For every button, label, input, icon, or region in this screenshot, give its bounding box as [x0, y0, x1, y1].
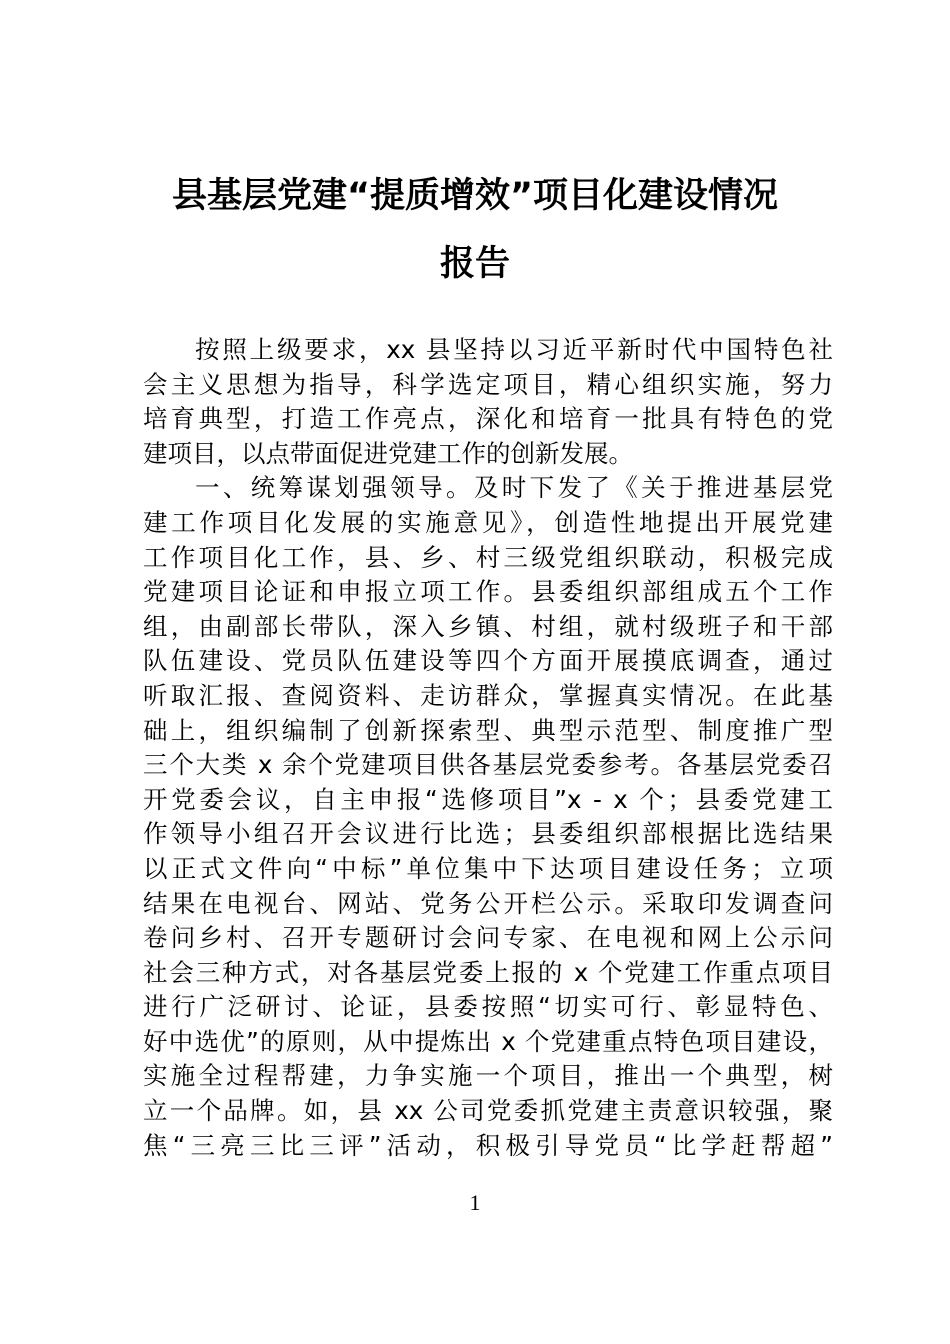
text-line: 作领导小组召开会议进行比选；县委组织部根据比选结果	[143, 819, 833, 849]
text-line: 培育典型，打造工作亮点，深化和培育一批具有特色的党	[143, 404, 833, 434]
text-line: 建工作项目化发展的实施意见》，创造性地提出开展党建	[143, 507, 833, 537]
text-line: 党建项目论证和申报立项工作。县委组织部组成五个工作	[143, 577, 833, 607]
text-line: 三个大类 x 余个党建项目供各基层党委参考。各基层党委召	[143, 750, 833, 780]
text-line: 队伍建设、党员队伍建设等四个方面开展摸底调查，通过	[143, 646, 833, 676]
text-line: 立一个品牌。如，县 xx 公司党委抓党建主责意识较强，聚	[143, 1096, 833, 1126]
text-line: 以正式文件向“中标”单位集中下达项目建设任务；立项	[143, 853, 833, 883]
text-line: 社会三种方式，对各基层党委上报的 x 个党建工作重点项目	[143, 957, 833, 987]
text-line: 建项目，以点带面促进党建工作的创新发展。	[143, 438, 633, 468]
text-line: 卷问乡村、召开专题研讨会问专家、在电视和网上公示问	[143, 923, 833, 953]
text-line: 进行广泛研讨、论证，县委按照“切实可行、彰显特色、	[143, 992, 833, 1022]
text-line: 好中选优”的原则，从中提炼出 x 个党建重点特色项目建设，	[143, 1026, 833, 1056]
text-line: 实施全过程帮建，力争实施一个项目，推出一个典型，树	[143, 1061, 833, 1091]
text-line: 础上，组织编制了创新探索型、典型示范型、制度推广型	[143, 715, 833, 745]
text-line: 开党委会议，自主申报“选修项目”x - x 个；县委党建工	[143, 784, 833, 814]
text-line: 按照上级要求，xx 县坚持以习近平新时代中国特色社	[195, 335, 833, 364]
text-line: 组，由副部长带队，深入乡镇、村组，就村级班子和干部	[143, 611, 833, 641]
text-line: 结果在电视台、网站、党务公开栏公示。采取印发调查问	[143, 888, 833, 918]
page-number: 1	[469, 1190, 481, 1215]
text-line: 会主义思想为指导，科学选定项目，精心组织实施，努力	[143, 369, 833, 399]
text-line: 焦“三亮三比三评”活动，积极引导党员“比学赶帮超”	[143, 1130, 833, 1160]
document-title-line-2: 报告	[439, 244, 510, 284]
document-body	[143, 333, 833, 1163]
paragraph-intro	[143, 333, 833, 471]
text-line: 一、统筹谋划强领导。及时下发了《关于推进基层党	[195, 473, 833, 503]
paragraph-section-one	[143, 471, 833, 1163]
document-title-line-1: 县基层党建“提质增效”项目化建设情况	[171, 176, 778, 216]
text-line: 工作项目化工作，县、乡、村三级党组织联动，积极完成	[143, 542, 833, 572]
text-line: 听取汇报、查阅资料、走访群众，掌握真实情况。在此基	[143, 680, 833, 710]
